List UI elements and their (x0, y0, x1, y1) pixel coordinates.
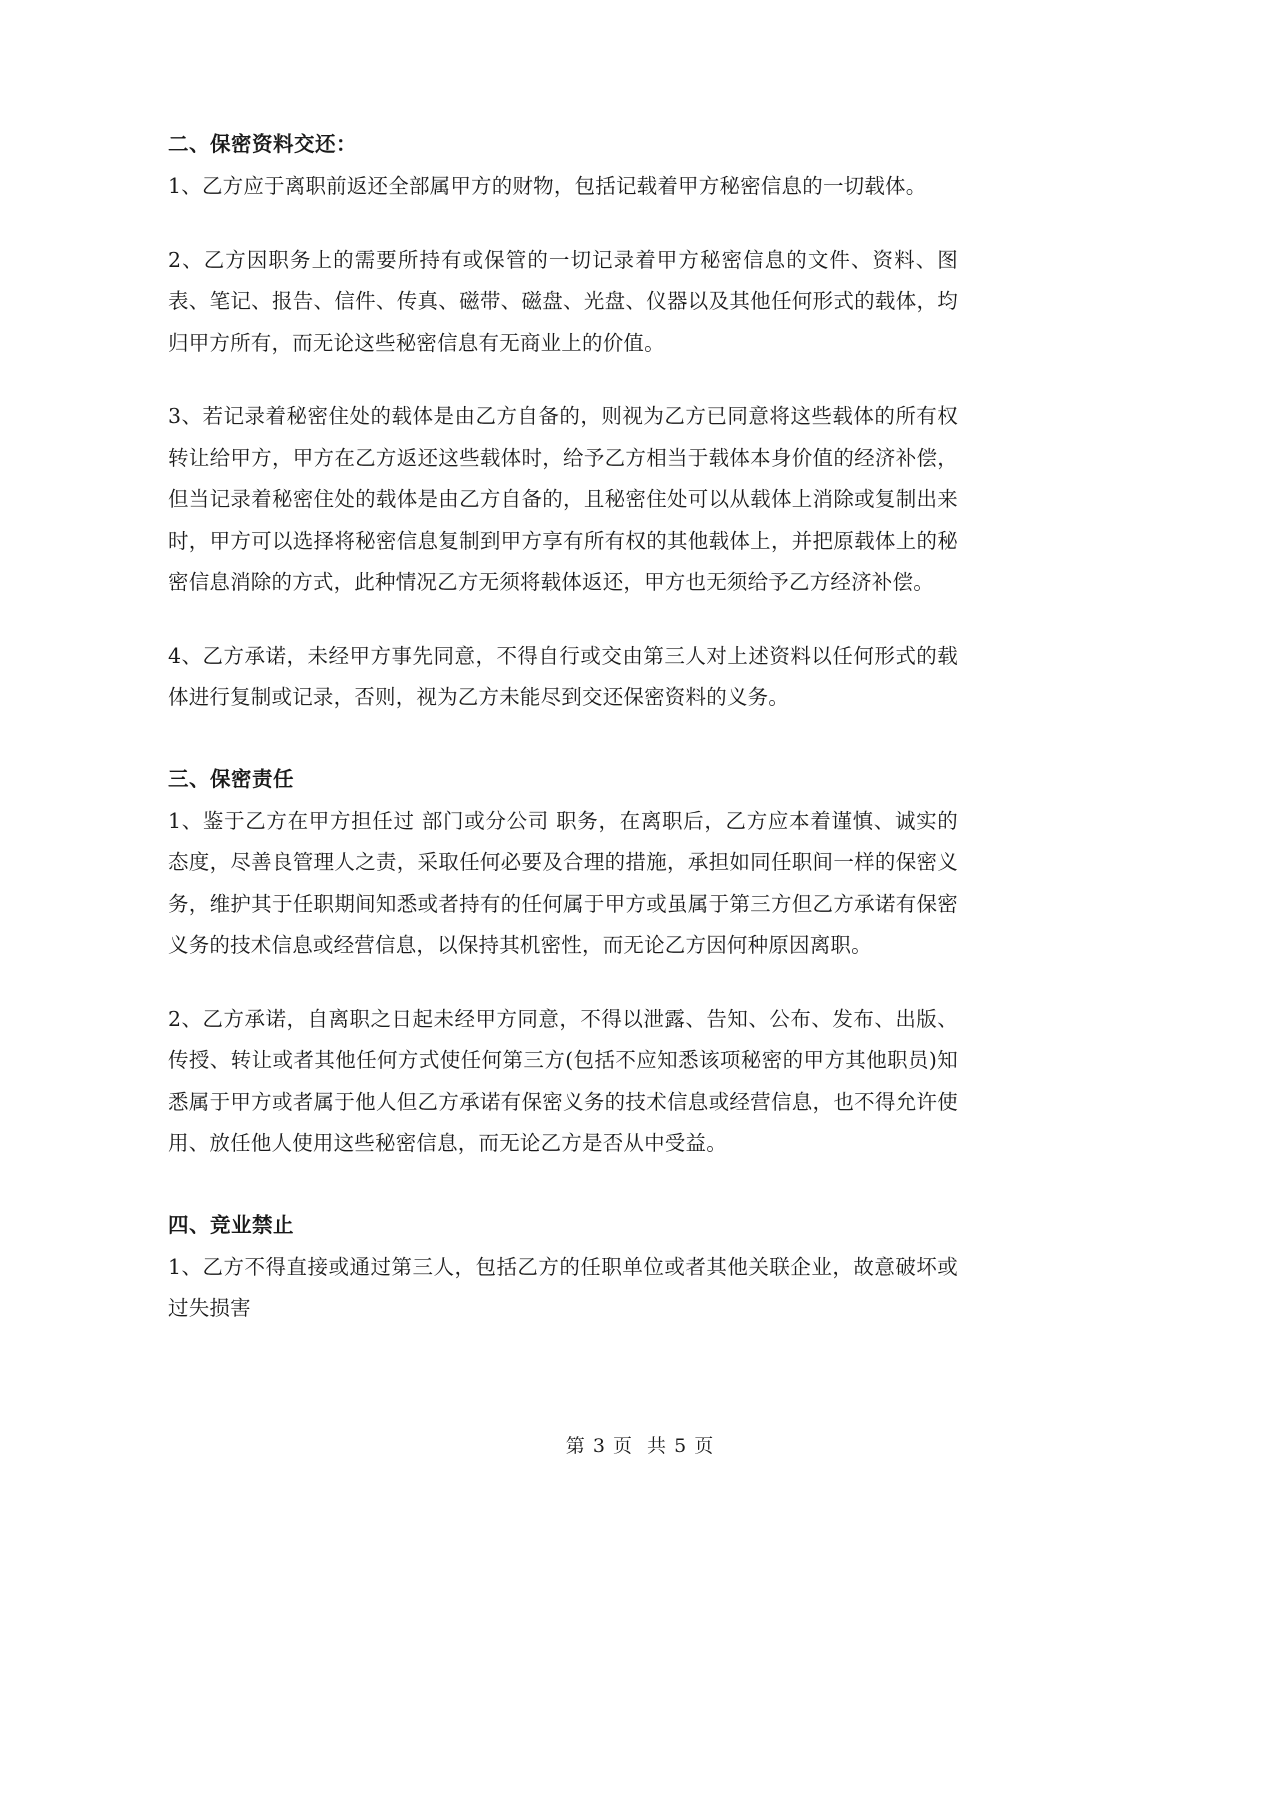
section-4-paragraph-1: 1、乙方不得直接或通过第三人，包括乙方的任职单位或者其他关联企业，故意破坏或过失损害 (168, 1254, 958, 1320)
document-body (168, 124, 958, 1330)
section-2-paragraph-1: 1、乙方应于离职前返还全部属甲方的财物，包括记载着甲方秘密信息的一切载体。 (168, 174, 927, 198)
section-non-compete (168, 1205, 958, 1330)
section-confidential-material-return (168, 124, 958, 719)
section-3-paragraph-1: 1、鉴于乙方在甲方担任过 部门或分公司 职务，在离职后，乙方应本着谨慎、诚实的态度，尽善良管理人之责，采取任何必要及合理的措施，承担如同任职间一样的保密义务，维护其于任职期间知悉或者持有的任何属于甲方或虽属于第三方但乙方承诺有保密义务的技术信息或经营信息，以保持其机密性，而无论乙方因何种原因离职。 (168, 808, 958, 957)
page-footer: 第 3 页 共 5 页 (565, 1435, 715, 1457)
section-2-paragraph-4: 4、乙方承诺，未经甲方事先同意，不得自行或交由第三人对上述资料以任何形式的载体进行复制或记录，否则，视为乙方未能尽到交还保密资料的义务。 (168, 643, 958, 709)
section-heading-2: 二、保密资料交还： (168, 132, 357, 156)
section-3-paragraph-2: 2、乙方承诺，自离职之日起未经甲方同意，不得以泄露、告知、公布、发布、出版、传授、转让或者其他任何方式使任何第三方(包括不应知悉该项秘密的甲方其他职员)知悉属于甲方或者属于他人但乙方承诺有保密义务的技术信息或经营信息，也不得允许使用、放任他人使用这些秘密信息，而无论乙方是否从中受益。 (168, 1006, 958, 1155)
section-2-paragraph-3: 3、若记录着秘密住处的载体是由乙方自备的，则视为乙方已同意将这些载体的所有权转让给甲方，甲方在乙方返还这些载体时，给予乙方相当于载体本身价值的经济补偿，但当记录着秘密住处的载体是由乙方自备的，且秘密住处可以从载体上消除或复制出来时，甲方可以选择将秘密信息复制到甲方享有所有权的其他载体上，并把原载体上的秘密信息消除的方式，此种情况乙方无须将载体返还，甲方也无须给予乙方经济补偿。 (168, 404, 958, 594)
section-heading-4: 四、竞业禁止 (168, 1212, 294, 1237)
section-2-paragraph-2: 2、乙方因职务上的需要所持有或保管的一切记录着甲方秘密信息的文件、资料、图表、笔记、报告、信件、传真、磁带、磁盘、光盘、仪器以及其他任何形式的载体，均归甲方所有，而无论这些秘密信息有无商业上的价值。 (168, 247, 958, 355)
section-confidentiality-duty (168, 759, 958, 1165)
section-heading-3: 三、保密责任 (168, 766, 294, 791)
